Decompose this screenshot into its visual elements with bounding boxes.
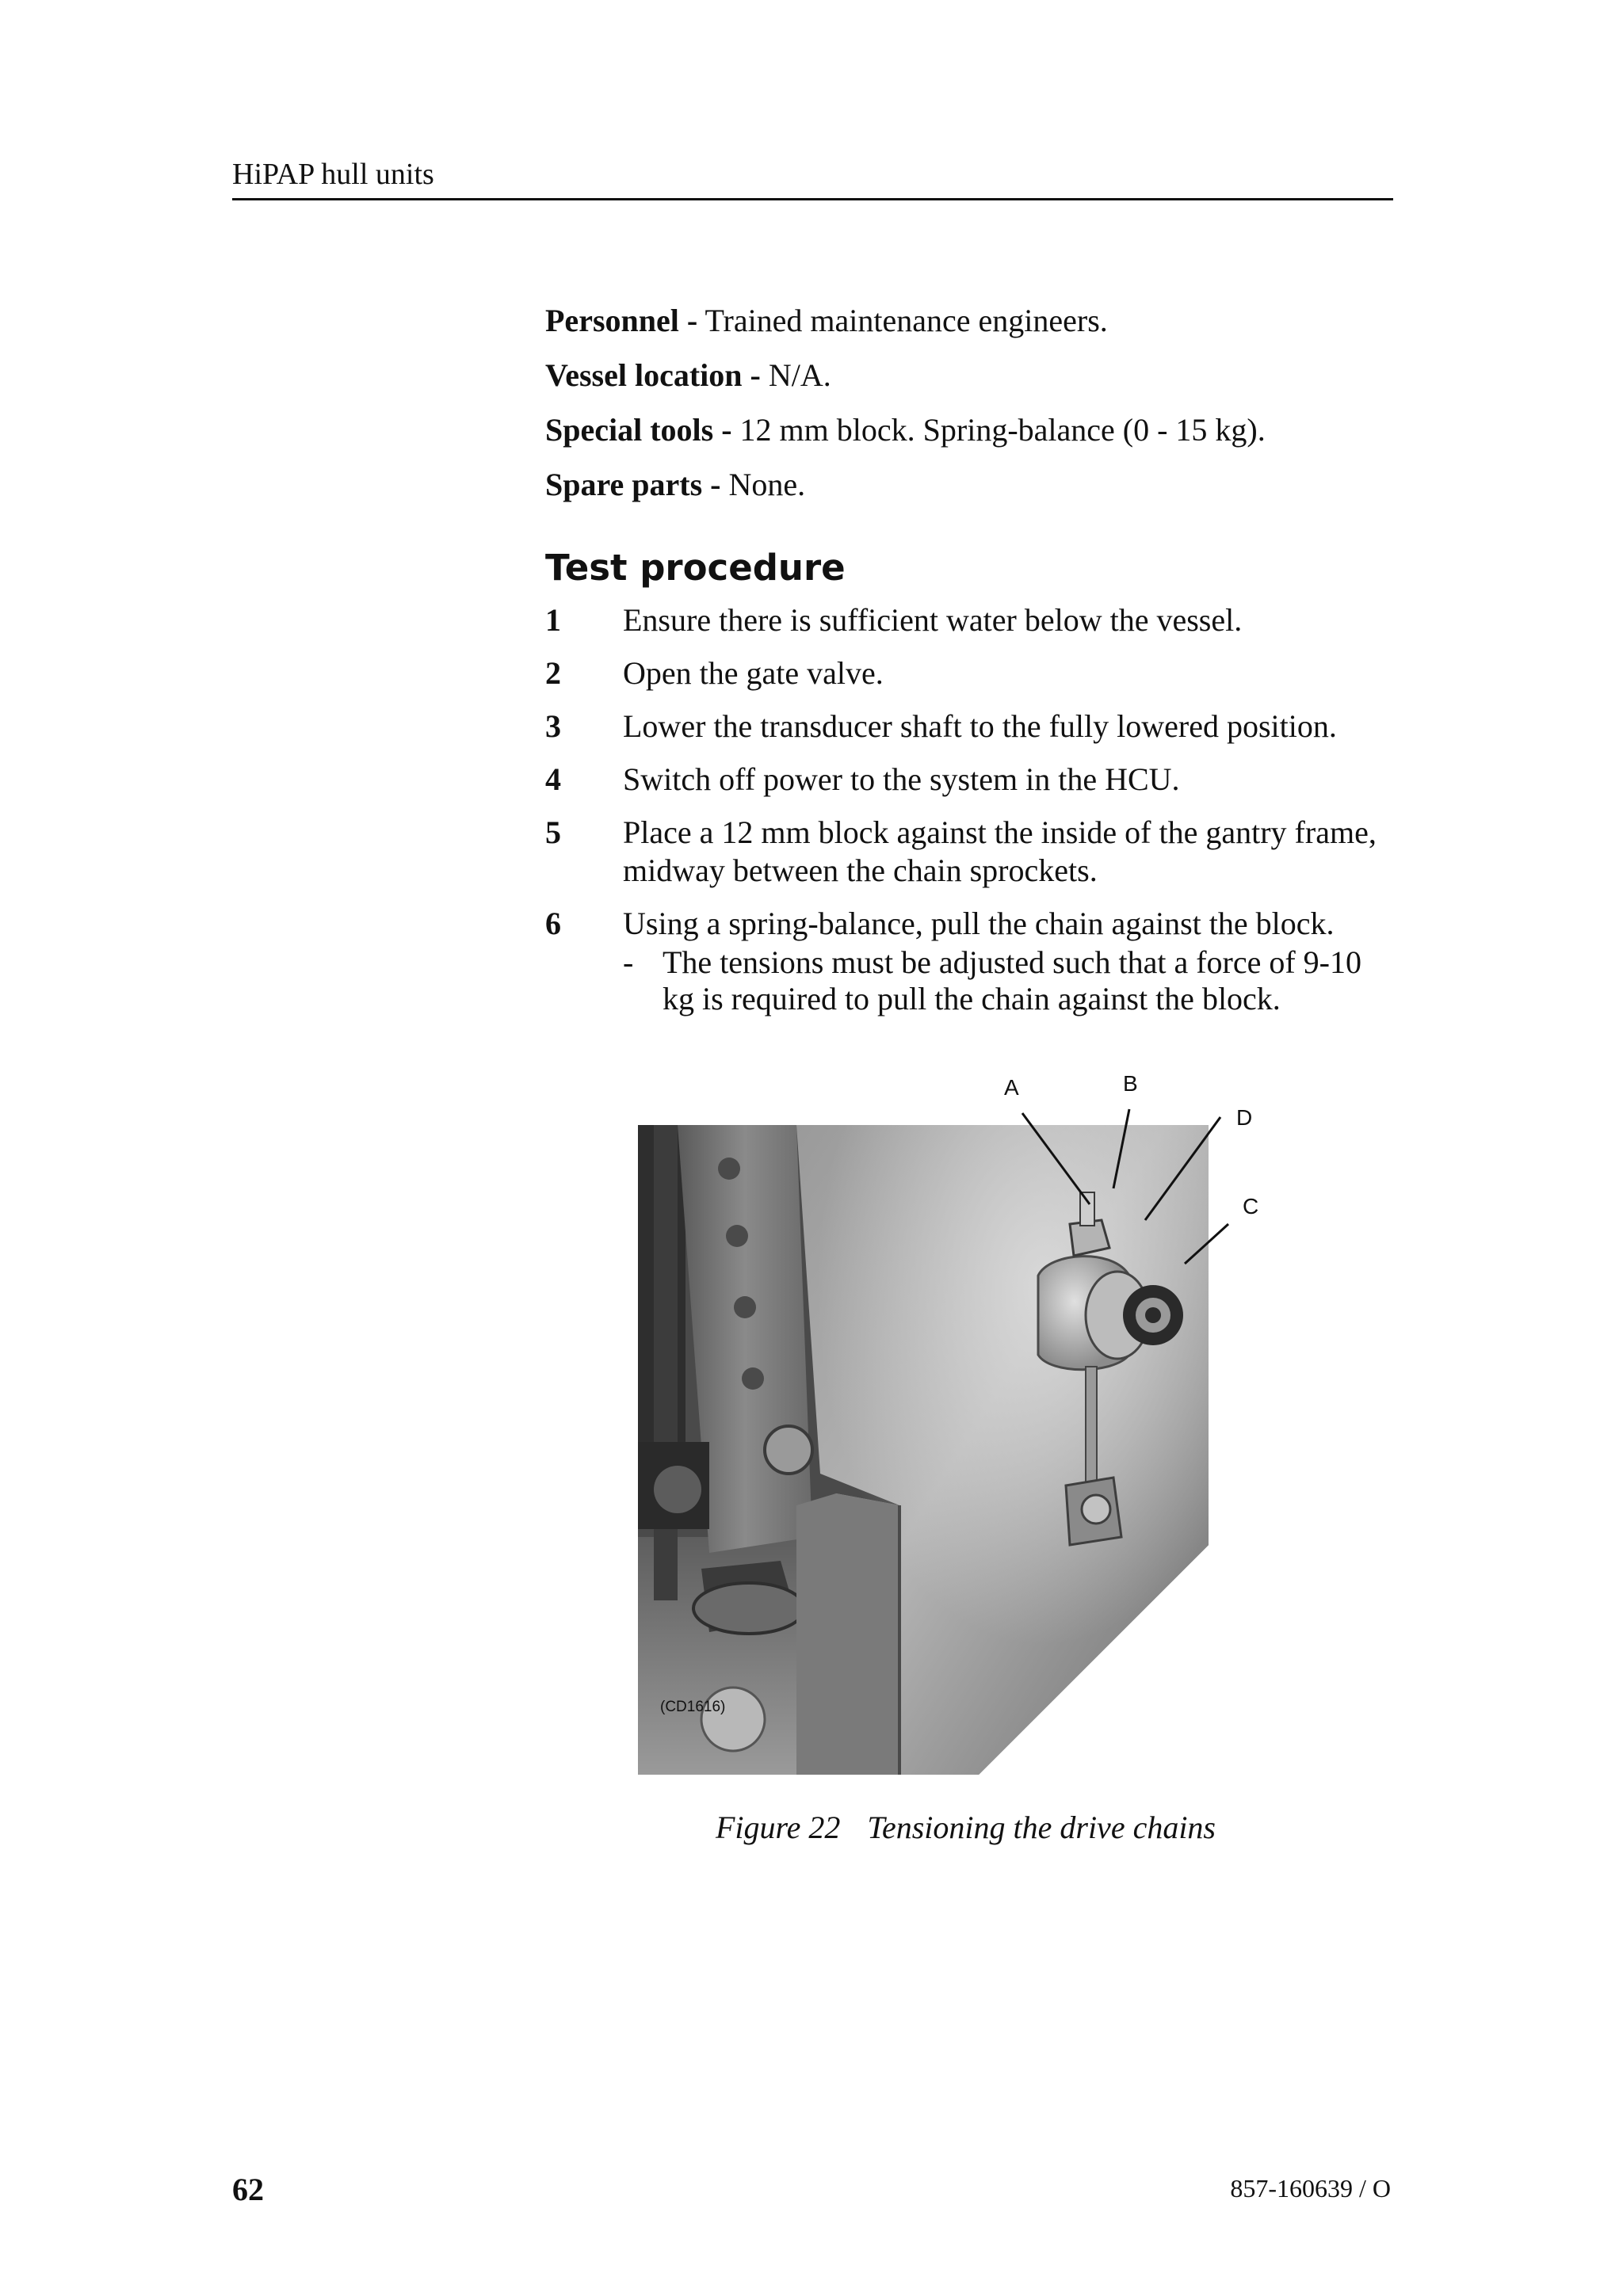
procedure-step	[545, 601, 1401, 639]
step-number: 1	[545, 602, 561, 638]
page-number: 62	[232, 2172, 264, 2207]
callout-a: A	[1004, 1075, 1019, 1100]
procedure-sub-step	[545, 944, 1401, 1017]
figure-photo	[638, 1062, 1259, 1791]
requirement-spare-parts	[545, 465, 1401, 505]
procedure-step	[545, 905, 1401, 1017]
requirement-value: 12 mm block. Spring-balance (0 - 15 kg).	[731, 412, 1266, 448]
callout-d: D	[1236, 1105, 1253, 1130]
step-text: Ensure there is sufficient water below the vessel.	[623, 602, 1243, 638]
step-text: Using a spring-balance, pull the chain against the block.	[623, 906, 1335, 941]
step-number: 2	[545, 655, 561, 691]
drive-chain-photo	[638, 1062, 1259, 1791]
step-number: 5	[545, 814, 561, 850]
requirement-personnel	[545, 301, 1401, 341]
running-header: HiPAP hull units	[232, 158, 434, 191]
image-code: (CD1616)	[660, 1699, 726, 1715]
callout-b: B	[1123, 1071, 1138, 1096]
step-number: 6	[545, 906, 561, 941]
step-text: Open the gate valve.	[623, 655, 884, 691]
procedure-step	[545, 654, 1401, 692]
requirement-vessel-location	[545, 356, 1401, 395]
requirement-label: Vessel location -	[545, 357, 761, 393]
step-text: Lower the transducer shaft to the fully lowered position.	[623, 708, 1337, 744]
sub-step-dash: -	[623, 944, 634, 980]
procedure-step	[545, 814, 1401, 890]
figure-number: Figure 22	[716, 1810, 841, 1845]
step-number: 3	[545, 708, 561, 744]
requirement-label: Personnel -	[545, 303, 698, 338]
figure-caption	[716, 1809, 1216, 1846]
procedure-step	[545, 761, 1401, 799]
callout-c: C	[1243, 1194, 1259, 1219]
procedure-step	[545, 707, 1401, 746]
document-id: 857-160639 / O	[1230, 2174, 1391, 2203]
requirement-label: Special tools -	[545, 412, 732, 448]
requirement-special-tools	[545, 410, 1401, 450]
step-text: Switch off power to the system in the HCU.	[623, 761, 1180, 797]
requirement-label: Spare parts -	[545, 467, 721, 502]
requirement-value: N/A.	[760, 357, 831, 393]
sub-step-text: The tensions must be adjusted such that a force of 9-10 kg is required to pull the chain against the block.	[663, 944, 1361, 1016]
header-rule	[232, 198, 1393, 200]
photo-area	[638, 1125, 1209, 1775]
step-text: Place a 12 mm block against the inside of the gantry frame, midway between the chain sprockets.	[623, 814, 1377, 888]
main-content	[545, 301, 1401, 1032]
requirement-value: None.	[720, 467, 806, 502]
figure-caption-text: Tensioning the drive chains	[867, 1810, 1216, 1845]
section-heading: Test procedure	[545, 547, 846, 589]
requirement-value: Trained maintenance engineers.	[697, 303, 1108, 338]
step-number: 4	[545, 761, 561, 797]
